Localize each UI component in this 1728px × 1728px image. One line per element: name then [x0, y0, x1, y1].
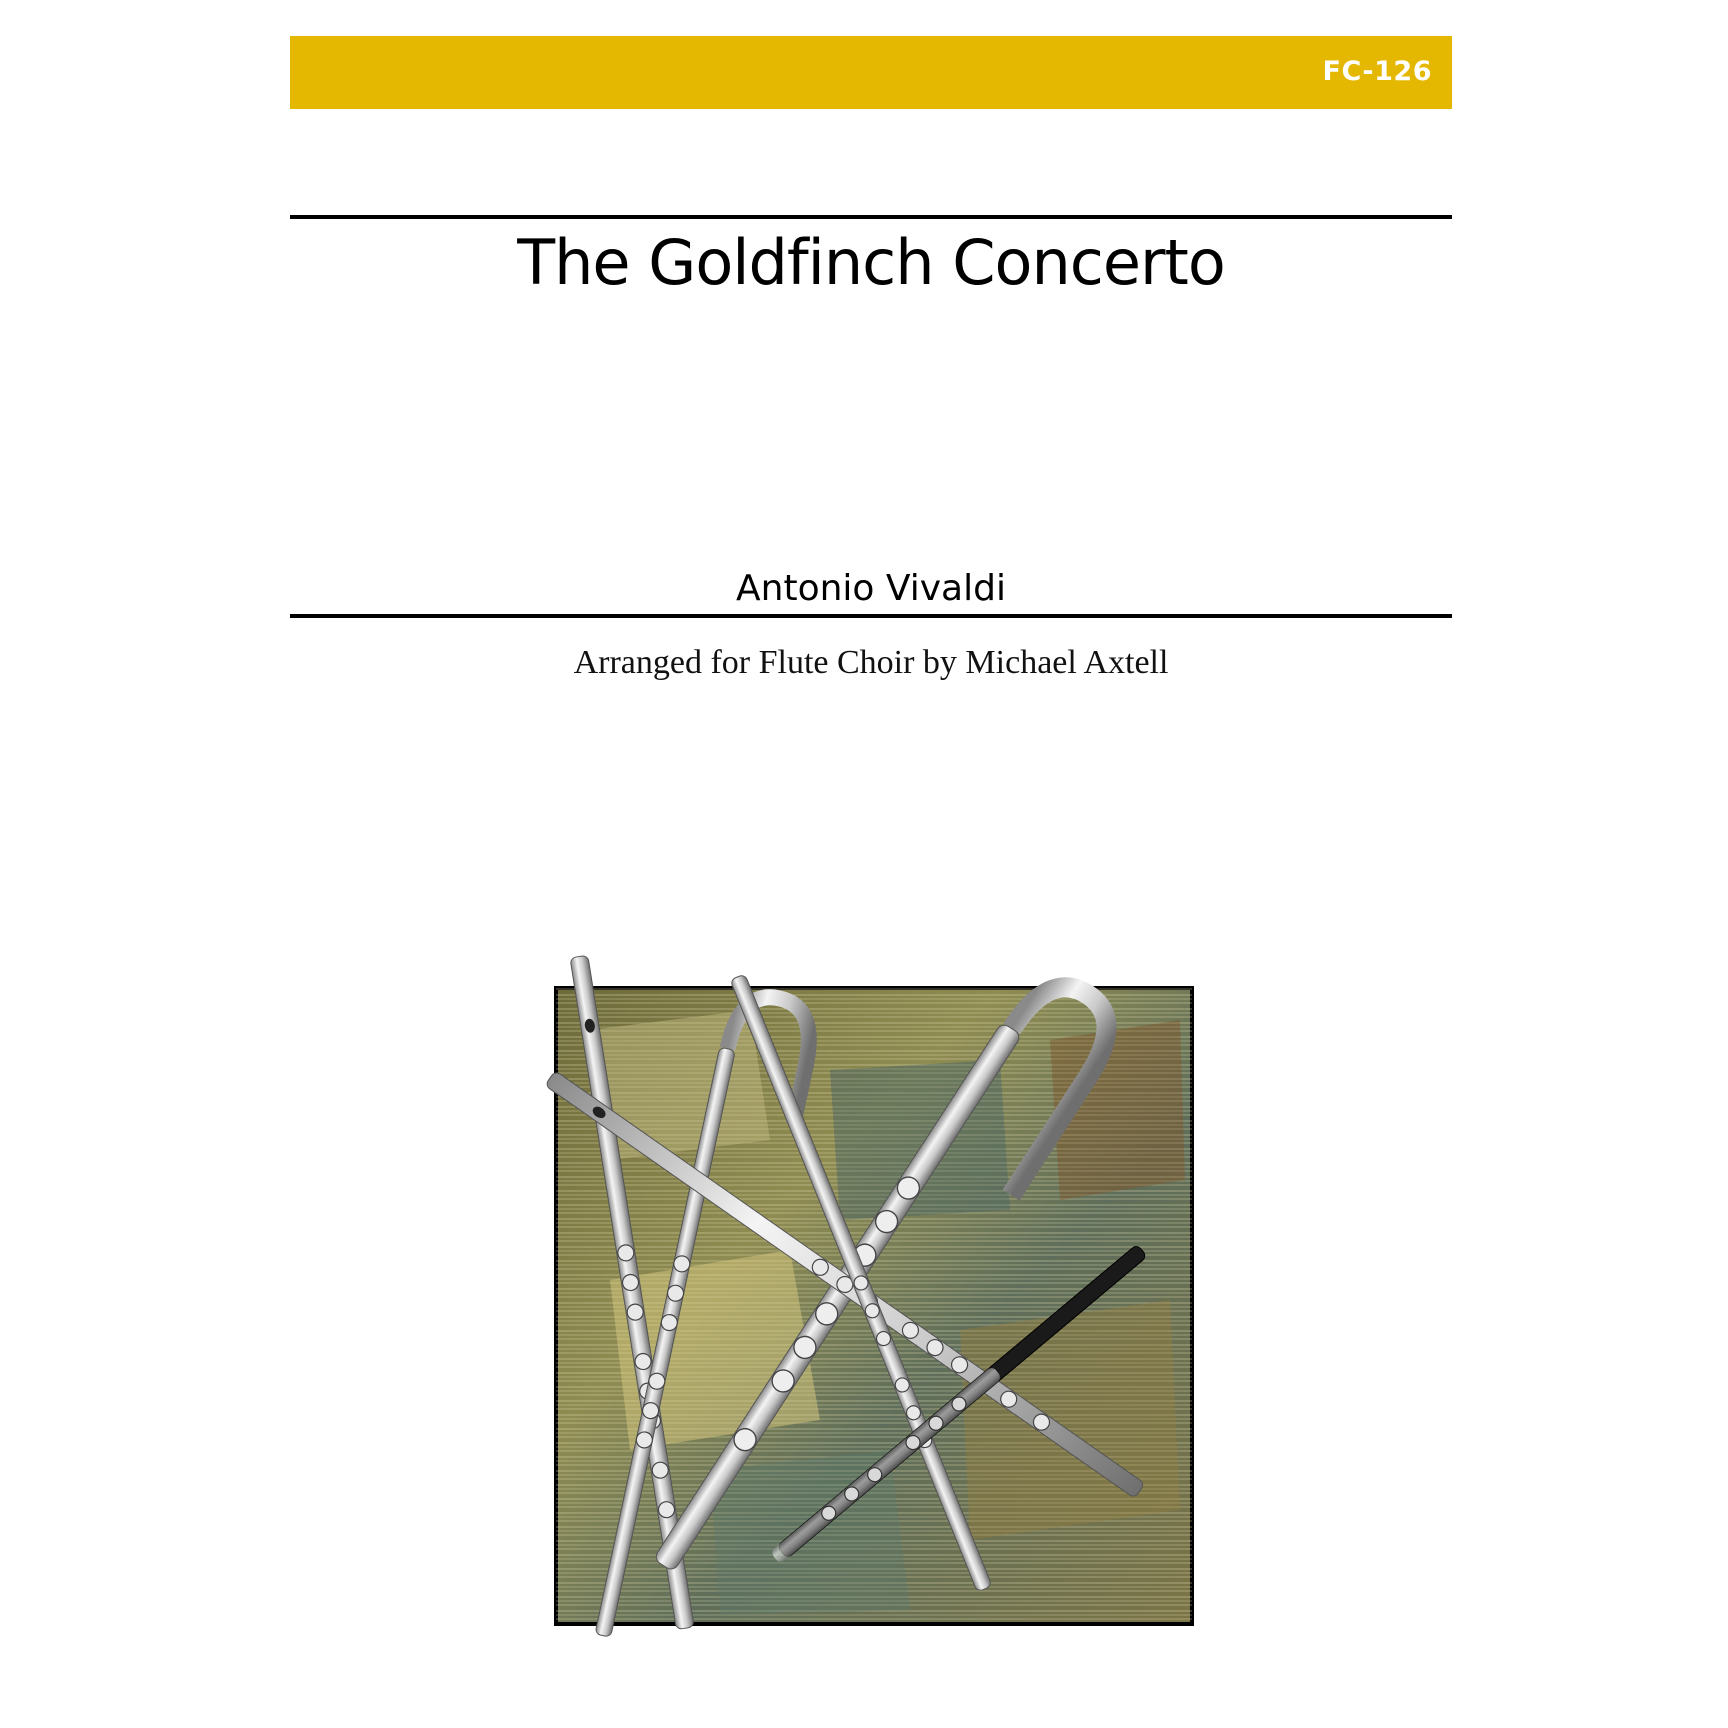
page-title: The Goldfinch Concerto — [517, 226, 1225, 299]
arranger-credit: Arranged for Flute Choir by Michael Axtell — [573, 644, 1169, 681]
catalog-banner — [290, 36, 1452, 109]
catalog-code: FC-126 — [1322, 56, 1432, 87]
top-divider — [290, 215, 1452, 219]
flutes-collage-icon — [530, 950, 1230, 1650]
composer-name: Antonio Vivaldi — [736, 568, 1006, 609]
composer-divider — [290, 614, 1452, 618]
